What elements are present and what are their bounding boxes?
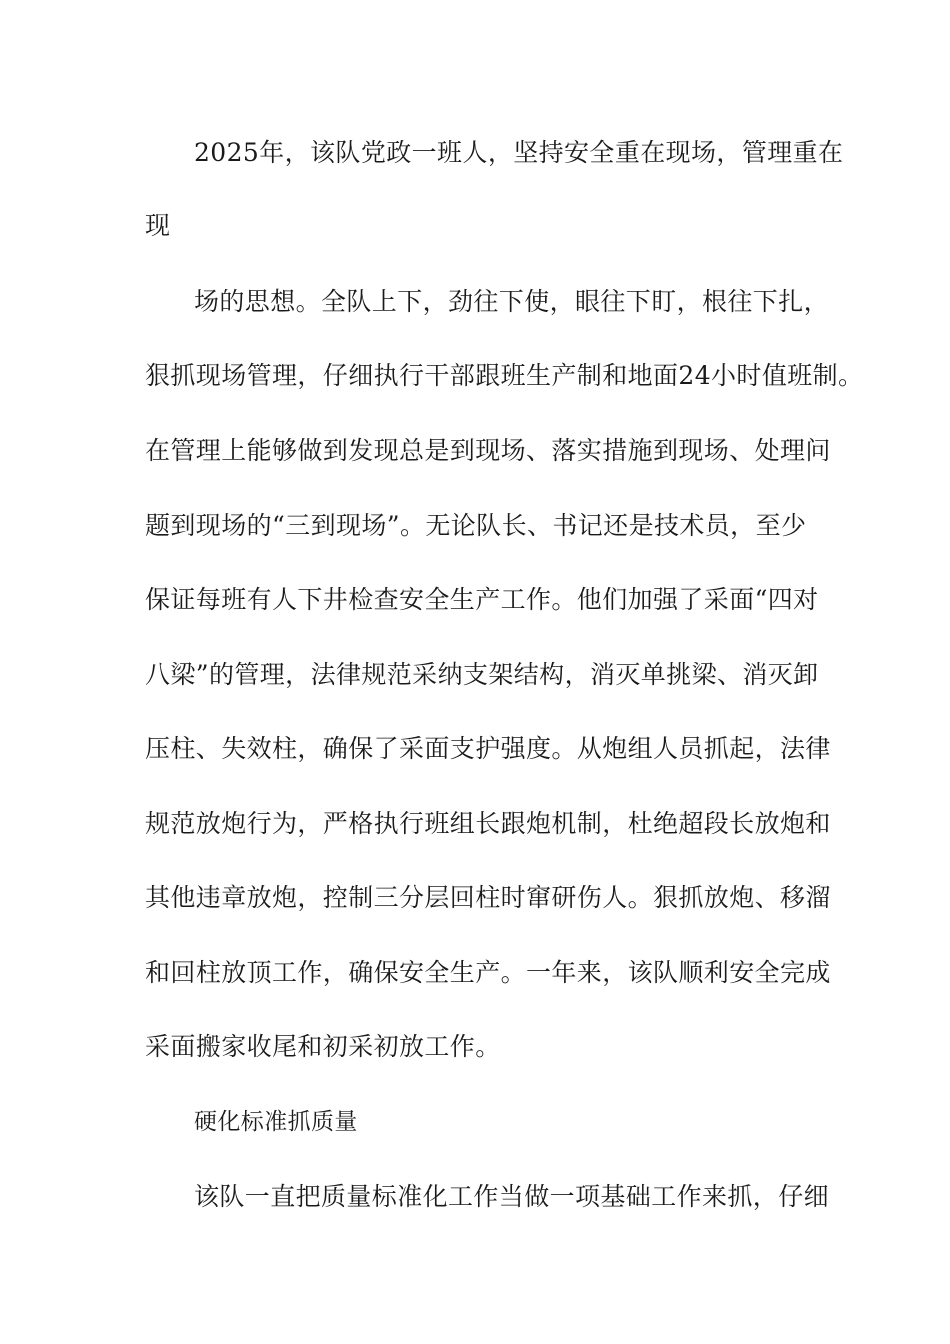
paragraph-line-10: 规范放炮行为，严格执行班组长跟炮机制，杜绝超段长放炮和: [145, 809, 831, 838]
paragraph-line-11: 其他违章放炮，控制三分层回柱时窜研伤人。狠抓放炮、移溜: [145, 883, 831, 912]
paragraph-line-4: 狠抓现场管理，仔细执行干部跟班生产制和地面24小时值班制。: [145, 361, 864, 390]
paragraph-line-6: 题到现场的“三到现场”。无论队长、书记还是技术员，至少: [145, 511, 807, 540]
section-heading: 硬化标准抓质量: [194, 1109, 358, 1135]
paragraph-line-9: 压柱、失效柱，确保了采面支护强度。从炮组人员抓起，法律: [145, 734, 831, 763]
paragraph-line-5: 在管理上能够做到发现总是到现场、落实措施到现场、处理问: [145, 436, 831, 465]
paragraph-line-2: 现: [145, 211, 171, 240]
paragraph-line-3: 场的思想。全队上下，劲往下使，眼往下盯，根往下扎，: [194, 287, 830, 316]
paragraph-line-12: 和回柱放顶工作，确保安全生产。一年来，该队顺利安全完成: [145, 958, 831, 987]
paragraph-line-8: 八梁”的管理，法律规范采纳支架结构，消灭单挑梁、消灭卸: [145, 660, 819, 689]
paragraph-line-1: 2025年，该队党政一班人，坚持安全重在现场，管理重在: [194, 138, 844, 167]
paragraph-line-13: 采面搬家收尾和初采初放工作。: [145, 1032, 501, 1061]
next-paragraph-line-1: 该队一直把质量标准化工作当做一项基础工作来抓，仔细: [194, 1182, 830, 1211]
paragraph-line-7: 保证每班有人下井检查安全生产工作。他们加强了采面“四对: [145, 585, 819, 614]
